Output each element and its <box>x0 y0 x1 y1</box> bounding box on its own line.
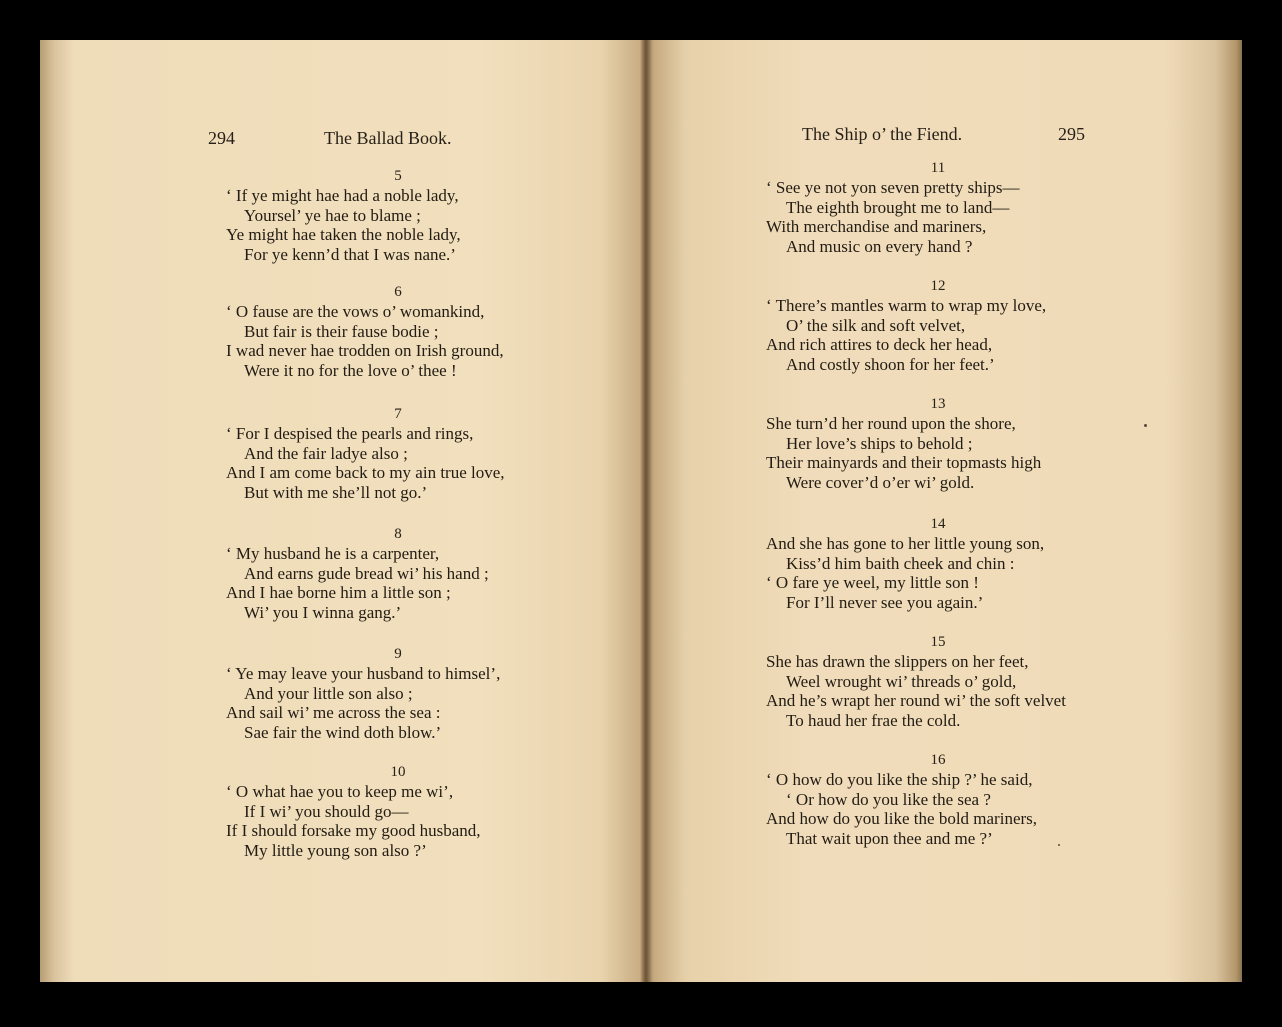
stanza-number: 10 <box>390 764 406 780</box>
stanza-number: 14 <box>930 516 946 532</box>
stanza-line: ‘ There’s mantles warm to wrap my love, <box>766 296 1047 315</box>
stanza-line: And the fair ladye also ; <box>244 443 408 463</box>
stanza-line: ‘ O fare ye weel, my little son ! <box>766 573 979 593</box>
book-gutter <box>640 40 652 982</box>
stanza-line: Her love’s ships to behold ; <box>786 433 973 453</box>
stanza-line: I wad never hae trodden on Irish ground, <box>226 341 504 361</box>
stanza-line: With merchandise and mariners, <box>766 217 987 237</box>
stanza-line: My little young son also ?’ <box>244 841 427 861</box>
stanza-line: And he’s wrapt her round wi’ the soft velvet <box>766 691 1066 711</box>
stanza-line: If I wi’ you should go— <box>244 801 409 821</box>
stanza-number: 8 <box>394 526 402 542</box>
stanza-line: ‘ O fause are the vows o’ womankind, <box>226 302 485 321</box>
stanza-line: ‘ O how do you like the ship ?’ he said, <box>766 770 1033 789</box>
stanza-line: She turn’d her round upon the shore, <box>766 414 1016 433</box>
stanza-line: For I’ll never see you again.’ <box>786 593 984 613</box>
left-page <box>40 40 646 982</box>
stanza-line: But with me she’ll not go.’ <box>244 483 428 503</box>
stanza-line: Kiss’d him baith cheek and chin : <box>786 553 1015 573</box>
stanza-line: ‘ If ye might hae had a noble lady, <box>226 186 459 205</box>
stanza-line: For ye kenn’d that I was nane.’ <box>244 245 456 265</box>
stanza-line: Yoursel’ ye hae to blame ; <box>244 205 421 225</box>
stanza-line: ‘ Ye may leave your husband to himsel’, <box>226 664 501 683</box>
stanza-line: And earns gude bread wi’ his hand ; <box>244 563 489 583</box>
paper-speck <box>1058 844 1060 846</box>
stanza-line: And music on every hand ? <box>786 237 973 257</box>
right-running-title: The Ship o’ the Fiend. <box>802 124 963 144</box>
stanza-line: And she has gone to her little young son, <box>766 534 1045 553</box>
stanza-line: Weel wrought wi’ threads o’ gold, <box>786 671 1017 691</box>
left-page-number: 294 <box>208 128 235 148</box>
stanza-line: And I hae borne him a little son ; <box>226 583 451 603</box>
stanza-number: 7 <box>394 406 402 422</box>
stanza-line: That wait upon thee and me ?’ <box>786 829 993 849</box>
stanza-line: Were it no for the love o’ thee ! <box>244 361 457 381</box>
left-running-title: The Ballad Book. <box>324 128 452 148</box>
stanza-line: Their mainyards and their topmasts high <box>766 453 1042 473</box>
paper-speck <box>1144 424 1147 427</box>
stanza-line: ‘ Or how do you like the sea ? <box>786 789 991 809</box>
stanza-number: 11 <box>930 160 946 176</box>
stanza-line: She has drawn the slippers on her feet, <box>766 652 1029 671</box>
right-page-number: 295 <box>1058 124 1085 144</box>
stanza-number: 12 <box>930 278 946 294</box>
stanza-line: O’ the silk and soft velvet, <box>786 315 966 335</box>
stanza-line: Wi’ you I winna gang.’ <box>244 603 402 623</box>
stanza-line: And I am come back to my ain true love, <box>226 463 505 483</box>
stanza-line: If I should forsake my good husband, <box>226 821 481 841</box>
stanza-number: 6 <box>394 284 402 300</box>
stanza-number: 13 <box>930 396 946 412</box>
stanza-line: To haud her frae the cold. <box>786 711 961 731</box>
stanza-line: Sae fair the wind doth blow.’ <box>244 723 442 743</box>
stanza-number: 9 <box>394 646 402 662</box>
open-book <box>40 40 1242 982</box>
stanza-line: ‘ See ye not yon seven pretty ships— <box>766 178 1020 197</box>
stanza-number: 5 <box>394 168 402 184</box>
stanza-number: 15 <box>930 634 946 650</box>
stanza-line: Were cover’d o’er wi’ gold. <box>786 473 975 493</box>
stanza-line: ‘ O what hae you to keep me wi’, <box>226 782 454 801</box>
stanza-line: And your little son also ; <box>244 683 413 703</box>
stanza-line: But fair is their fause bodie ; <box>244 321 439 341</box>
stanza-line: The eighth brought me to land— <box>786 197 1010 217</box>
stanza-number: 16 <box>930 752 946 768</box>
stanza-line: ‘ For I despised the pearls and rings, <box>226 424 474 443</box>
stanza-line: Ye might hae taken the noble lady, <box>226 225 461 245</box>
stanza-line: And rich attires to deck her head, <box>766 335 993 355</box>
stanza-line: And costly shoon for her feet.’ <box>786 355 995 375</box>
stanza-line: And sail wi’ me across the sea : <box>226 703 441 723</box>
stanza-line: ‘ My husband he is a carpenter, <box>226 544 440 563</box>
right-page <box>646 40 1242 982</box>
stanza-line: And how do you like the bold mariners, <box>766 809 1038 829</box>
